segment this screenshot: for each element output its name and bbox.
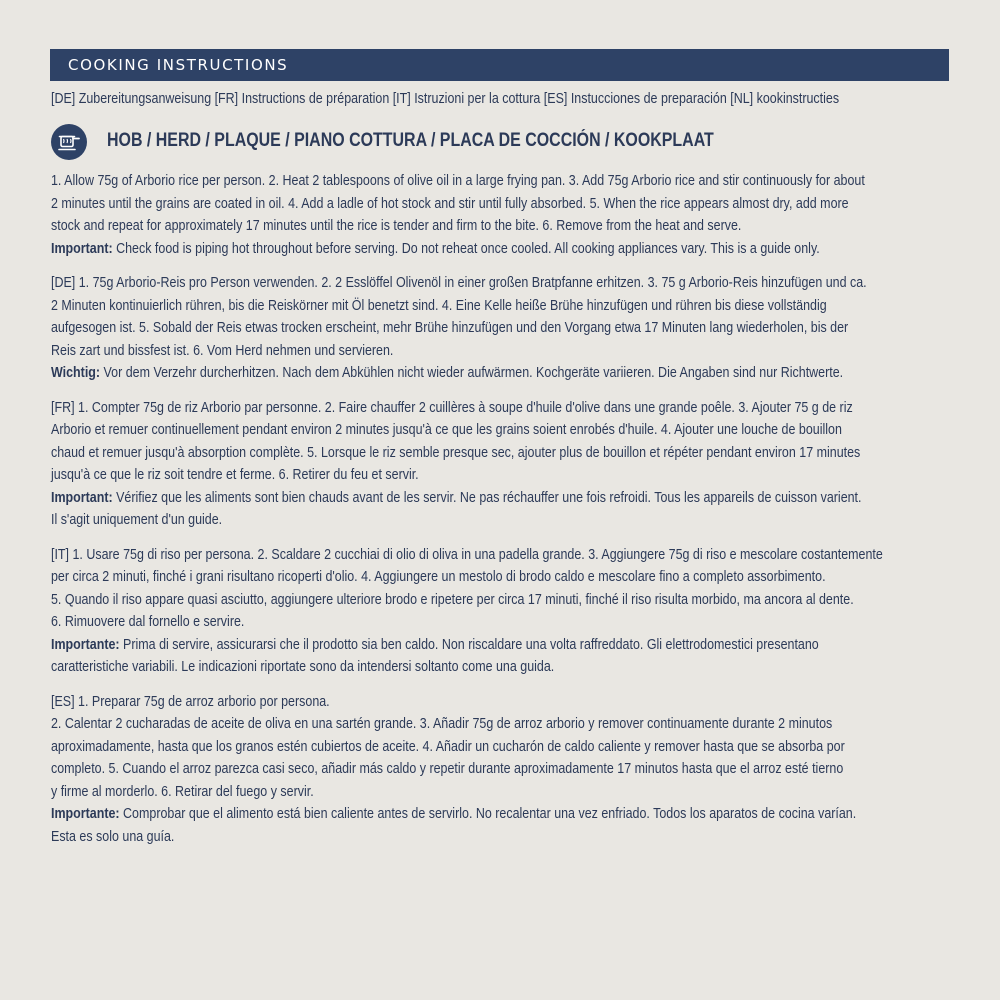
important-text: Comprobar que el alimento está bien caliente antes de servirlo. No recalentar una vez enfriado. Todos los aparatos de cocina varían. [119,806,857,822]
instruction-line: 5. Quando il riso appare quasi asciutto, aggiungere ulteriore brodo e ripetere per circa 17 minuti, finché il riso risulta morbido, ma ancora al dente. [51,591,854,608]
method-title: HOB / HERD / PLAQUE / PIANO COTTURA / PLACA DE COCCIÓN / KOOKPLAAT [107,130,714,151]
instruction-line: y firme al morderlo. 6. Retirar del fuego y servir. [51,783,314,800]
instruction-line: per circa 2 minuti, finché i grani risultano ricoperti d'olio. 4. Aggiungere un mestolo di brodo caldo e mescolare fino a completo assorbimento. [51,569,826,585]
instructions-fr [51,397,945,532]
instruction-line: 2 minutes until the grains are coated in oil. 4. Add a ladle of hot stock and stir until fully absorbed. 5. When the rice appears almost dry, add more [51,195,849,212]
important-text-continued: caratteristiche variabili. Le indicazioni riportate sono da intendersi soltanto come una guida. [51,659,555,675]
instructions-it [51,544,945,679]
important-note [51,487,945,510]
important-label: Importante: [51,636,120,653]
instruction-line: chaud et remuer jusqu'à absorption complète. 5. Lorsque le riz semble presque sec, ajouter plus de bouillon et répéter pendant environ 17 minutes [51,444,861,461]
important-text-continued: Esta es solo una guía. [51,828,175,845]
important-label: Important: [51,240,113,257]
instruction-line: [FR] 1. Compter 75g de riz Arborio par personne. 2. Faire chauffer 2 cuillères à soupe d'huile d'olive dans une grande poêle. 3. Ajouter 75 g de riz [51,399,853,416]
languages-line: [DE] Zubereitungsanweisung [FR] Instructions de préparation [IT] Istruzioni per la cottura [ES] Instucciones de preparación [NL] kookinstructies [51,91,840,107]
important-label: Wichtig: [51,365,101,381]
instruction-line: 2 Minuten kontinuierlich rühren, bis die Reiskörner mit Öl benetzt sind. 4. Eine Kelle heiße Brühe hinzufügen und rühren bis diese vollständig [51,297,827,314]
header-title: COOKING INSTRUCTIONS [68,56,289,74]
instruction-line: 1. Allow 75g of Arborio rice per person. 2. Heat 2 tablespoons of olive oil in a large frying pan. 3. Add 75g Arborio rice and stir continuously for about [51,173,865,189]
important-text: Vérifiez que les aliments sont bien chauds avant de les servir. Ne pas réchauffer une fois refroidi. Tous les appareils de cuisson varient. [112,489,862,506]
instruction-line: Arborio et remuer continuellement pendant environ 2 minutes jusqu'à ce que les grains soient enrobés d'huile. 4. Ajouter une louche de bouillon [51,422,842,438]
instruction-line: stock and repeat for approximately 17 minutes until the rice is tender and firm to the bite. 6. Remove from the heat and serve. [51,218,742,234]
important-note [51,238,945,261]
header-bar [50,49,949,81]
instruction-line: jusqu'à ce que le riz soit tendre et ferme. 6. Retirer du feu et servir. [51,467,419,483]
instructions-en [51,170,945,260]
important-label: Important: [51,489,113,506]
important-text: Check food is piping hot throughout before serving. Do not reheat once cooled. All cooking appliances vary. This is a guide only. [112,240,820,257]
hob-pan-icon [51,124,87,160]
important-label: Importante: [51,806,120,822]
instruction-line: completo. 5. Cuando el arroz parezca casi seco, añadir más caldo y repetir durante aproximadamente 17 minutos hasta que el arroz esté tierno [51,761,844,777]
important-text-continued: Il s'agit uniquement d'un guide. [51,512,223,528]
important-note [51,634,945,657]
important-note [51,803,945,826]
instruction-line: aproximadamente, hasta que los granos estén cubiertos de aceite. 4. Añadir un cucharón de caldo caliente y remover hasta que se absorba por [51,738,845,755]
important-text: Vor dem Verzehr durcherhitzen. Nach dem Abkühlen nicht wieder aufwärmen. Kochgeräte variieren. Die Angaben sind nur Richtwerte. [100,365,844,381]
instruction-line: [ES] 1. Preparar 75g de arroz arborio por persona. [51,693,330,710]
instruction-line: 6. Rimuovere dal fornello e servire. [51,614,245,630]
instruction-line: 2. Calentar 2 cucharadas de aceite de oliva en una sartén grande. 3. Añadir 75g de arroz arborio y remover continuamente durante 2 minutos [51,716,833,732]
instruction-line: aufgesogen ist. 5. Sobald der Reis etwas trocken erscheint, mehr Brühe hinzufügen und den Vorgang etwa 17 Minuten lang wiederholen, bis der [51,320,849,336]
instruction-line: Reis zart und bissfest ist. 6. Vom Herd nehmen und servieren. [51,342,394,359]
important-note [51,362,945,385]
instructions-de [51,272,945,385]
hob-pan-icon-graphic [51,124,87,160]
important-text: Prima di servire, assicurarsi che il prodotto sia ben caldo. Non riscaldare una volta raffreddato. Gli elettrodomestici presentano [119,636,819,653]
instruction-line: [DE] 1. 75g Arborio-Reis pro Person verwenden. 2. 2 Esslöffel Olivenöl in einer großen Bratpfanne erhitzen. 3. 75 g Arborio-Reis hinzufügen und ca. [51,275,867,291]
instructions-content [51,170,945,860]
instructions-es [51,691,945,849]
instruction-line: [IT] 1. Usare 75g di riso per persona. 2. Scaldare 2 cucchiai di olio di oliva in una padella grande. 3. Aggiungere 75g di riso e mescolare costantemente [51,546,883,563]
